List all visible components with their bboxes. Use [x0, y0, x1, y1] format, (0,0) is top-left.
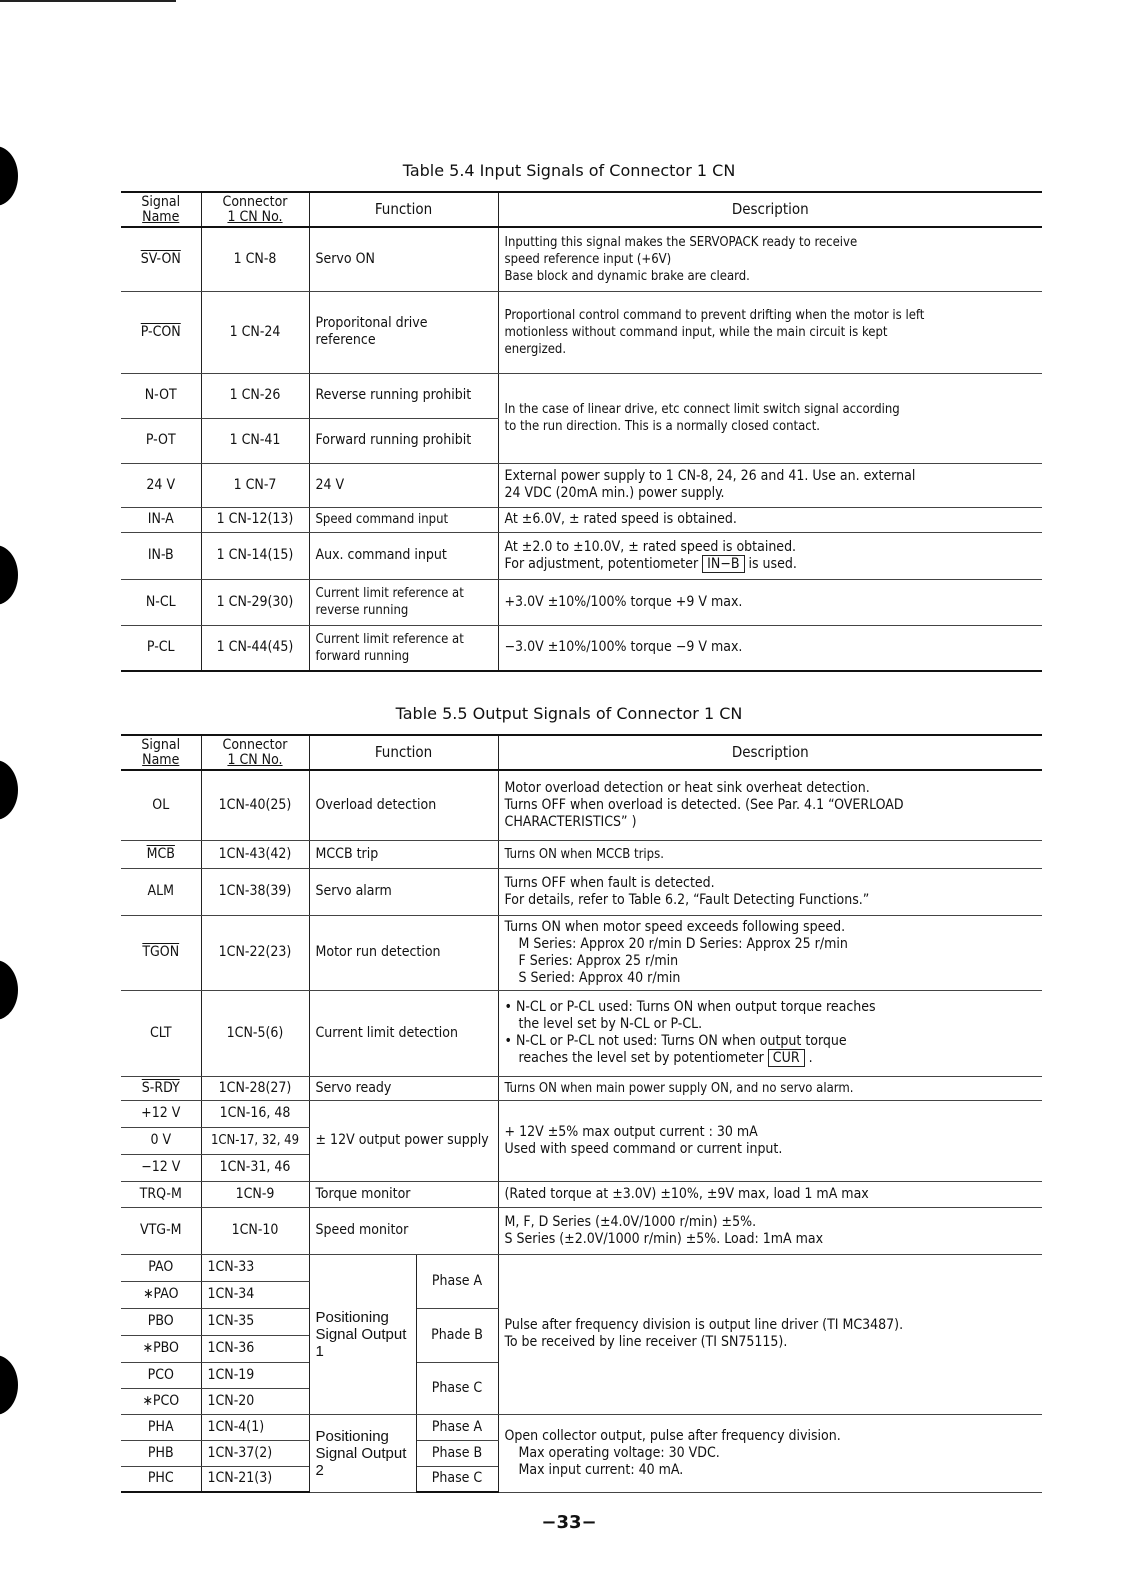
signal-name: PAO [121, 1254, 201, 1281]
description-text: Turns ON when main power supply ON, and no servo alarm. [498, 1076, 1042, 1100]
connector-no: 1CN-5(6) [201, 990, 309, 1076]
signal-name: +12 V [121, 1100, 201, 1127]
connector-no: 1CN-36 [201, 1335, 309, 1362]
function-text: Current limit reference at forward running [309, 625, 498, 671]
connector-no: 1CN-38(39) [201, 868, 309, 915]
description-text: In the case of linear drive, etc connect limit switch signal according to the run direction. This is a normally closed contact. [498, 373, 1042, 463]
signal-name: CLT [121, 990, 201, 1076]
function-text: Motor run detection [309, 915, 498, 990]
connector-no: 1CN-10 [201, 1207, 309, 1254]
phase-label: Phase C [416, 1362, 498, 1414]
table-row [121, 373, 1042, 418]
signal-name: P-CON [140, 323, 181, 340]
signal-name: N-OT [121, 373, 201, 418]
signal-name: TRQ-M [121, 1181, 201, 1207]
function-text: Overload detection [309, 770, 498, 840]
signal-name: VTG-M [121, 1207, 201, 1254]
function-text: Proporitonal drive reference [309, 291, 498, 373]
function-text: Speed monitor [309, 1207, 498, 1254]
output-signals-table [121, 734, 1042, 1493]
description-text: Turns OFF when fault is detected. For details, refer to Table 6.2, “Fault Detecting Functions.” [498, 868, 1042, 915]
signal-name: ALM [121, 868, 201, 915]
connector-no: 1CN-4(1) [201, 1414, 309, 1440]
table-row [121, 532, 1042, 579]
header-function: Function [309, 735, 498, 770]
punch-hole-5 [0, 1355, 18, 1415]
table-row [121, 1414, 1042, 1440]
table-row [121, 770, 1042, 840]
description-text: Proportional control command to prevent drifting when the motor is left motionless without command input, while the main circuit is kept energized. [498, 291, 1042, 373]
table-row [121, 1207, 1042, 1254]
table-row [121, 625, 1042, 671]
connector-no: 1 CN-26 [201, 373, 309, 418]
punch-hole-2 [0, 545, 18, 605]
connector-no: 1 CN-14(15) [201, 532, 309, 579]
signal-name: P-OT [121, 418, 201, 463]
phase-label: Phase C [416, 1466, 498, 1492]
table-row [121, 868, 1042, 915]
description-text: Inputting this signal makes the SERVOPACK ready to receive speed reference input (+6V) Base block and dynamic brake are cleard. [498, 227, 1042, 291]
table-row [121, 579, 1042, 625]
table-row [121, 1100, 1042, 1127]
connector-no: 1 CN-7 [201, 463, 309, 507]
signal-name: PCO [121, 1362, 201, 1388]
description-text: Turns ON when motor speed exceeds following speed. M Series: Approx 20 r/min D Series: Approx 25 r/min F Series: Approx 25 r/min S Seried: Approx 40 r/min [498, 915, 1042, 990]
description-text: M, F, D Series (±4.0V/1000 r/min) ±5%. S Series (±2.0V/1000 r/min) ±5%. Load: 1mA max [498, 1207, 1042, 1254]
signal-name: IN-B [121, 532, 201, 579]
page-number: −33− [541, 1512, 597, 1533]
table-row [121, 990, 1042, 1076]
signal-name: IN-A [121, 507, 201, 532]
punch-hole-3 [0, 760, 18, 820]
description-text: Turns ON when MCCB trips. [498, 840, 1042, 868]
connector-no: 1CN-33 [201, 1254, 309, 1281]
header-description: Description [498, 735, 1042, 770]
description-text: At ±6.0V, ± rated speed is obtained. [498, 507, 1042, 532]
connector-no: 1CN-19 [201, 1362, 309, 1388]
phase-label: Phase A [416, 1414, 498, 1440]
description-text: Open collector output, pulse after frequency division. Max operating voltage: 30 VDC. Max input current: 40 mA. [498, 1414, 1042, 1492]
table-row [121, 840, 1042, 868]
function-text: Current limit reference at reverse running [309, 579, 498, 625]
input-signals-table [121, 191, 1042, 672]
signal-name: −12 V [121, 1154, 201, 1181]
signal-name: TGON [142, 944, 180, 960]
function-text: Current limit detection [309, 990, 498, 1076]
connector-no: 1CN-31, 46 [201, 1154, 309, 1181]
signal-name: 0 V [121, 1127, 201, 1154]
function-text: 24 V [309, 463, 498, 507]
description-text: At ±2.0 to ±10.0V, ± rated speed is obtained. For adjustment, potentiometer IN−B is used. [498, 532, 1042, 579]
connector-no: 1CN-35 [201, 1308, 309, 1335]
connector-no: 1CN-34 [201, 1281, 309, 1308]
signal-name: S-RDY [141, 1079, 180, 1096]
table-row [121, 463, 1042, 507]
potentiometer-cur-box: CUR [768, 1049, 805, 1067]
table-row [121, 227, 1042, 291]
signal-name: PHC [121, 1466, 201, 1492]
phase-label: Phade B [416, 1308, 498, 1362]
function-text: ± 12V output power supply [309, 1100, 498, 1181]
phase-label: Phase A [416, 1254, 498, 1308]
signal-name: PBO [121, 1308, 201, 1335]
connector-no: 1CN-17, 32, 49 [201, 1127, 309, 1154]
function-text: MCCB trip [309, 840, 498, 868]
function-text: Positioning Signal Output 2 [309, 1414, 416, 1492]
punch-hole-4 [0, 960, 18, 1020]
table-5-4-caption: Table 5.4 Input Signals of Connector 1 CN [402, 161, 736, 180]
connector-no: 1CN-16, 48 [201, 1100, 309, 1127]
signal-name: $\overline{MCB}$ [146, 845, 175, 862]
function-text: Aux. command input [309, 532, 498, 579]
signal-name: ∗PCO [121, 1388, 201, 1414]
function-text: Torque monitor [309, 1181, 498, 1207]
potentiometer-in-b-box: IN−B [702, 555, 744, 573]
description-text: Motor overload detection or heat sink overheat detection. Turns OFF when overload is detected. (See Par. 4.1 “OVERLOAD CHARACTERISTICS” ) [498, 770, 1042, 840]
signal-name: PHB [121, 1440, 201, 1466]
function-text: Servo alarm [309, 868, 498, 915]
connector-no: 1CN-21(3) [201, 1466, 309, 1492]
connector-no: 1CN-43(42) [201, 840, 309, 868]
connector-no: 1CN-22(23) [201, 915, 309, 990]
description-text: (Rated torque at ±3.0V) ±10%, ±9V max, load 1 mA max [498, 1181, 1042, 1207]
table-row [121, 915, 1042, 990]
connector-no: 1 CN-8 [201, 227, 309, 291]
connector-no: 1CN-28(27) [201, 1076, 309, 1100]
signal-name: N-CL [121, 579, 201, 625]
signal-name: ∗PAO [121, 1281, 201, 1308]
signal-name: PHA [121, 1414, 201, 1440]
function-text: Forward running prohibit [309, 418, 498, 463]
header-connector: Connector 1 CN No. [201, 735, 309, 770]
description-text: Pulse after frequency division is output line driver (TI MC3487). To be received by line receiver (TI SN75115). [498, 1254, 1042, 1414]
top-rule [0, 0, 176, 2]
description-text: + 12V ±5% max output current : 30 mA Used with speed command or current input. [498, 1100, 1042, 1181]
header-signal-name: Signal Name [121, 192, 201, 227]
signal-name: ∗PBO [121, 1335, 201, 1362]
description-text: External power supply to 1 CN-8, 24, 26 and 41. Use an. external 24 VDC (20mA min.) power supply. [498, 463, 1042, 507]
connector-no: 1 CN-24 [201, 291, 309, 373]
table-row [121, 507, 1042, 532]
description-text: −3.0V ±10%/100% torque −9 V max. [498, 625, 1042, 671]
header-connector: Connector 1 CN No. [201, 192, 309, 227]
function-text: Servo ready [309, 1076, 498, 1100]
connector-no: 1 CN-29(30) [201, 579, 309, 625]
description-text: • N-CL or P-CL used: Turns ON when output torque reaches the level set by N-CL or P-CL. • N-CL or P-CL not used: Turns ON when output torque reaches the level set by potentiometer CUR . [498, 990, 1042, 1076]
connector-no: 1CN-37(2) [201, 1440, 309, 1466]
header-description: Description [498, 192, 1042, 227]
signal-name: SV-ON [140, 250, 181, 267]
phase-label: Phase B [416, 1440, 498, 1466]
function-text: Servo ON [309, 227, 498, 291]
table-row [121, 1076, 1042, 1100]
header-signal-name: Signal Name [121, 735, 201, 770]
connector-no: 1CN-20 [201, 1388, 309, 1414]
connector-no: 1CN-40(25) [201, 770, 309, 840]
signal-name: 24 V [121, 463, 201, 507]
table-row [121, 291, 1042, 373]
connector-no: 1CN-9 [201, 1181, 309, 1207]
description-text: +3.0V ±10%/100% torque +9 V max. [498, 579, 1042, 625]
table-row [121, 1254, 1042, 1281]
signal-name: P-CL [121, 625, 201, 671]
function-text: Reverse running prohibit [309, 373, 498, 418]
function-text: Positioning Signal Output 1 [309, 1254, 416, 1414]
signal-name: OL [121, 770, 201, 840]
connector-no: 1 CN-12(13) [201, 507, 309, 532]
table-5-5-caption: Table 5.5 Output Signals of Connector 1 CN [395, 704, 743, 723]
connector-no: 1 CN-44(45) [201, 625, 309, 671]
connector-no: 1 CN-41 [201, 418, 309, 463]
table-row [121, 1181, 1042, 1207]
function-text: Speed command input [309, 507, 498, 532]
header-function: Function [309, 192, 498, 227]
